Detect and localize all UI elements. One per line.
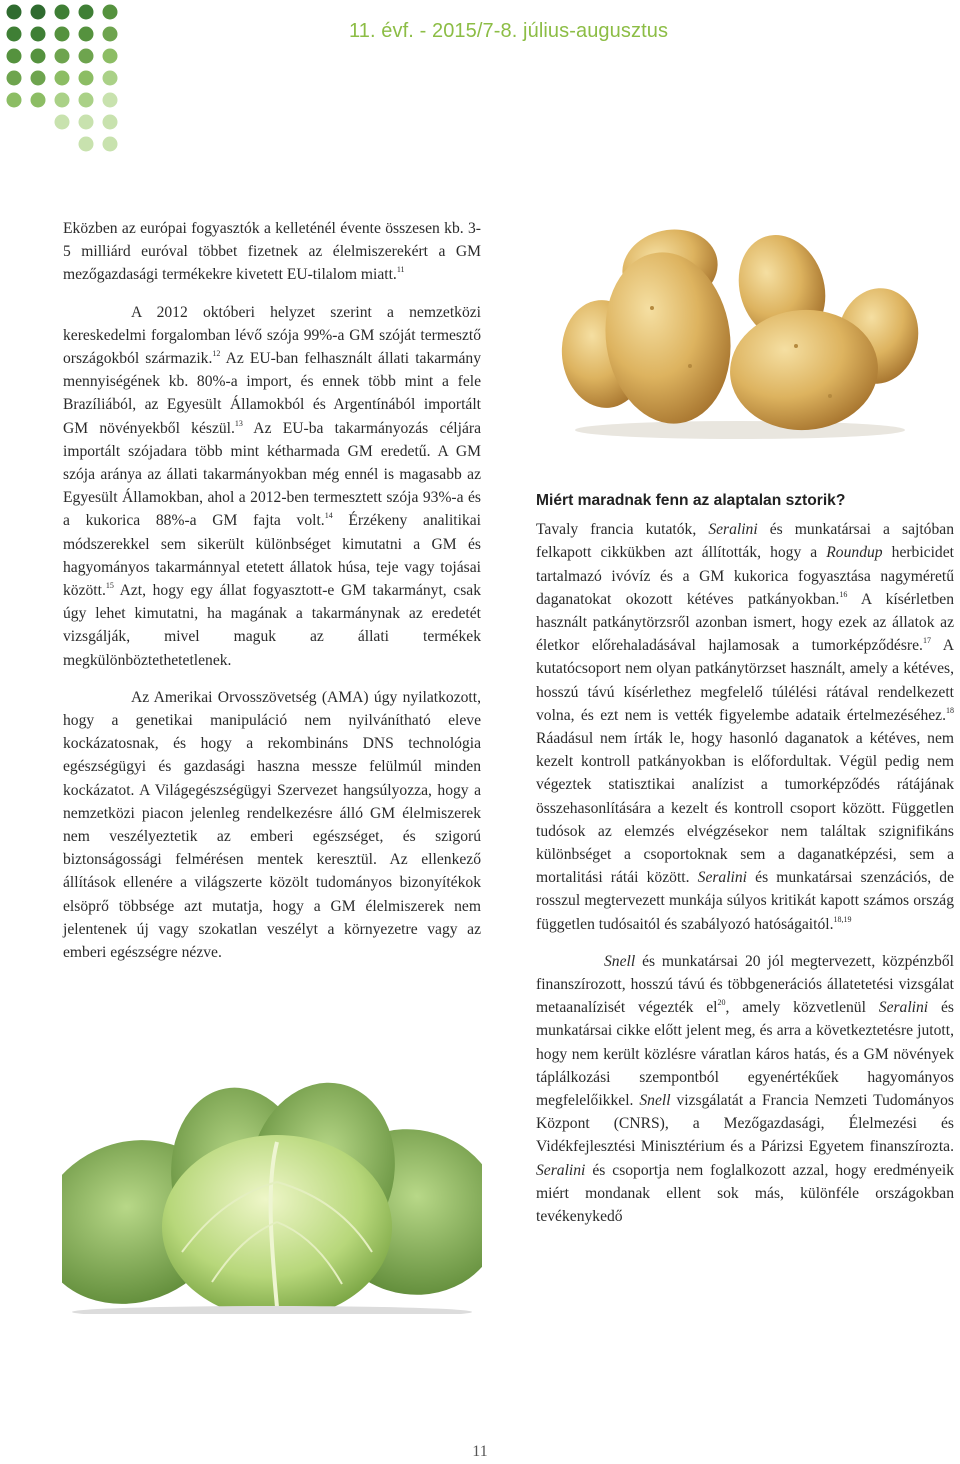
decorative-dot [79,115,94,130]
decorative-dot [103,137,118,152]
potatoes-photo [560,216,920,441]
decorative-dot [7,71,22,86]
footnote-ref: 18 [946,705,954,715]
decorative-dot [55,71,70,86]
decorative-dot [55,93,70,108]
decorative-dot [103,71,118,86]
decorative-dot [55,5,70,20]
decorative-dot [55,115,70,130]
decorative-dot [103,93,118,108]
decorative-dot [7,49,22,64]
decorative-dot [7,93,22,108]
section-heading: Miért maradnak fenn az alaptalan sztorik? [536,492,846,509]
footnote-ref: 18,19 [833,914,852,924]
paragraph: Az Amerikai Orvosszövetség (AMA) úgy nyilatkozott, hogy a genetikai manipuláció nem nyilvánítható eleve kockázatosnak, és hogy a rekombináns DNS technológia egészségügyi és gazdasági haszna messze felülmúl minden kockázatot. A Világegészségügyi Szervezet hangsúlyozza, hogy a nemzetközi piacon jelenleg rendelkezésre álló GM élelmiszerek nem veszélyeztetik az emberi egészséget, és szigorú biztonságossági felmérésen mentek keresztül. Az ellenkező állítások ellenére a világszerte közölt tudományos bizonyítékok elsöprő többsége azt mutatja, hogy a GM élelmiszerek nem jelentenek új vagy szokatlan veszélyt a környezetre vagy az emberi egészségre nézve. [63,688,481,962]
decorative-dot [79,71,94,86]
decorative-dot [103,5,118,20]
decorative-dot [79,5,94,20]
decorative-dot [103,49,118,64]
paragraph: Tavaly francia kutatók, Seralini és munkatársai a sajtóban felkapott cikkükben azt állították, hogy a Roundup herbicidet tartalmazó ivóvíz és a GM kukorica fogyasztása nagyméretű daganatokat okozott kétéves patkányokban.$^{16}$ A kísérletben használt patkánytörzsről azonban ismert, hogy ezek az állatok az életkor előrehaladásával hajlamosak a tumorképződésre.$^{17}$ A kutatócsoport nem olyan patkánytörzset használt, amely a kétéves, hosszú távú kísérlethez megfelelő túlélési rátával rendelkezett volna, és ezt nem is vették figyelembe adataik értelmezéséhez.$^{18}$ Ráadásul nem írták le, hogy hasonló daganatok a kétéves, nem kezelt kontroll patkányokban is előfordultak. Végül pedig nem végeztek statisztikai analízist a tumorképződés rátájának összehasonlítására a kezelt és kontroll csoport között. Független tudósok az elemzés elvégzésekor nem találtak szignifikáns különbséget a csoportoknak sem a daganatképzési, sem a mortalitási rátái között. Seralini és munkatársai szenzációs, de rosszul megtervezett munkája súlyos kritikát kapott számos ország független tudósaitól és szabályozó hatóságaitól.$^{18,19}$ [536,521,955,933]
decorative-dot [79,137,94,152]
paragraph: A 2012 októberi helyzet szerint a nemzetközi kereskedelmi forgalomban lévő szója 99%-a GM szóját termesztő országokból származik.$^{12}$ Az EU-ban felhasznált állati takarmány mennyiségének kb. 80%-a import, és ennek több mint a fele Brazíliából, az Egyesült Államokból és Argentínából importált GM növényekből készül.$^{13}$ Az EU-ba takarmányozás céljára importált szójadara több mint kétharmada GM eredetű. A GM szója aránya az állati takarmányokban még ennél is magasabb az Egyesült Államokban, ahol a 2012-ben termesztett szója 93%-a és a kukorica 88%-a GM fajta volt.$^{14}$ Érzékeny analitikai módszerekkel sem sikerült különbséget kimutatni a GM és hagyományos takarmánnyal etetett állatok húsa, teje vagy tojásai között.$^{15}$ Azt, hogy egy állat fogyasztott-e GM takarmányt, csak úgy lehet kimutatni, ha magának a takarmánynak az eredetét vizsgálják, mivel maguk az állati termékek megkülönböztethetetlenek. [63,303,481,669]
decorative-dot [31,71,46,86]
footnote-ref: 12 [212,349,221,359]
paragraph: Snell és munkatársai 20 jól megtervezett, közpénzből finanszírozott, hosszú távú és többgenerációs állatetetési vizsgálat metaanalízisét végezték $el^{20}$, amely közvetlenül Seralini és munkatársai cikke előtt jelent meg, és arra a következtetésre jutott, hogy nem került közlésre váratlan káros hatás, és a GM növények táplálkozási szempontból egyenértékűek hagyományos megfelelőikkel. Snell vizsgálatát a Francia Nemzeti Tudományos Központ (CNRS), a Mezőgazdasági, Élelmezési és Vidékfejlesztési Minisztérium és a Párizsi Egyetem finanszírozta. Seralini és csoportja nem foglalkozott azzal, hogy eredményeik miért mondanak ellent sok más, különféle országokban tevékenykedő [536,952,954,1226]
decorative-dot [79,93,94,108]
footnote-ref: 13 [234,418,243,428]
paragraph: Eközben az európai fogyasztók a kelleténél évente összesen kb. 3-5 milliárd euróval többet fizetnek az élelmiszerekért a GM mezőgazdasági termékekre kivetett EU-tilalom miatt.$^{11}$ [63,220,481,284]
decorative-dot [7,5,22,20]
left-text-column [63,217,481,964]
footnote-ref: 11 [396,265,405,275]
decorative-dot [55,27,70,42]
footnote-ref: 16 [839,589,848,599]
decorative-dot [55,49,70,64]
decorative-dot [7,27,22,42]
decorative-dot [103,115,118,130]
footnote-ref: 17 [922,636,931,646]
footnote-ref: 20 [717,998,726,1008]
footnote-ref: 14 [324,511,333,521]
issue-header: 11. évf. - 2015/7-8. július-augusztus [349,20,669,42]
decorative-dot [31,5,46,20]
decorative-dot-pattern [0,0,140,160]
page-number: 11 [472,1443,488,1460]
decorative-dot [79,49,94,64]
decorative-dot [103,27,118,42]
right-text-column [536,489,954,1228]
decorative-dot [79,27,94,42]
decorative-dot [31,93,46,108]
footnote-ref: 15 [105,581,114,591]
decorative-dot [31,49,46,64]
cabbage-photo [62,1062,482,1314]
decorative-dot [31,27,46,42]
